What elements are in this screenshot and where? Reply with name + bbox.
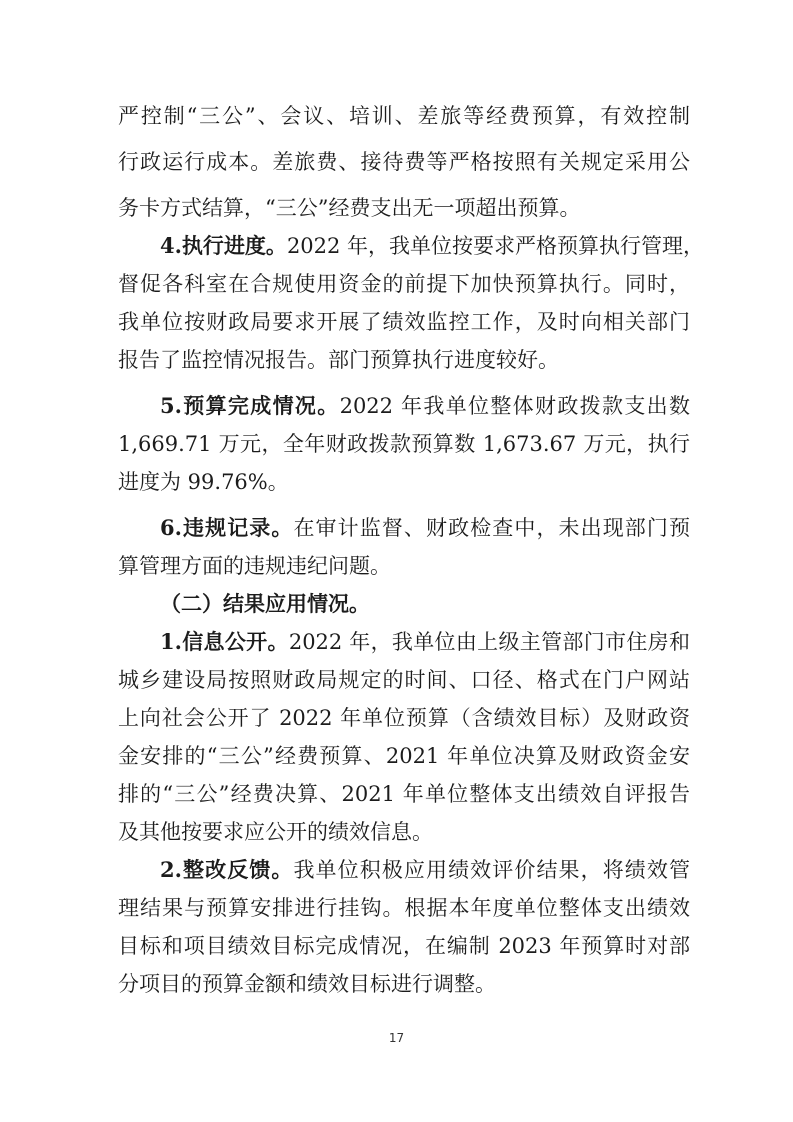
paragraph-5-first-line: [160, 391, 690, 421]
text-line: 算管理方面的违规违纪问题。: [118, 554, 391, 578]
text-line: 金安排的“三公”经费预算、2021 年单位决算及财政资金安: [118, 744, 690, 768]
paragraph-1-first-line: [160, 627, 690, 657]
paragraph-4-first-line: [160, 231, 705, 261]
paragraph-2-heading: 2.整改反馈。: [160, 857, 294, 882]
paragraph-6-heading: 6.违规记录。: [160, 515, 294, 540]
paragraph-5-text: 2022 年我单位整体财政拨款支出数: [339, 394, 690, 418]
text-line: 目标和项目绩效目标完成情况，在编制 2023 年预算时对部: [118, 934, 690, 958]
paragraph-2-first-line: [160, 855, 690, 885]
text-line: 分项目的预算金额和绩效目标进行调整。: [118, 972, 496, 996]
paragraph-6-text: 在审计监督、财政检查中，未出现部门预: [293, 516, 690, 540]
text-line: 务卡方式结算，“三公”经费支出无一项超出预算。: [118, 196, 581, 220]
text-line: 上向社会公开了 2022 年单位预算（含绩效目标）及财政资: [118, 706, 690, 730]
text-line: 进度为 99.76%。: [118, 470, 289, 494]
paragraph-4-text: 2022 年，我单位按要求严格预算执行管理，: [286, 234, 705, 258]
text-line: 理结果与预算安排进行挂钩。根据本年度单位整体支出绩效: [118, 896, 690, 920]
text-line: 排的“三公”经费决算、2021 年单位整体支出绩效自评报告: [118, 782, 690, 806]
section-heading: （二）结果应用情况。: [160, 591, 370, 616]
text-line: 行政运行成本。差旅费、接待费等严格按照有关规定采用公: [118, 150, 690, 174]
paragraph-2-text: 我单位积极应用绩效评价结果，将绩效管: [293, 858, 690, 882]
paragraph-1-heading: 1.信息公开。: [160, 629, 289, 654]
text-line: 报告了监控情况报告。部门预算执行进度较好。: [118, 348, 559, 372]
text-line: 及其他按要求应公开的绩效信息。: [118, 820, 433, 844]
text-line: 督促各科室在合规使用资金的前提下加快预算执行。同时，: [118, 272, 690, 296]
text-line: 我单位按财政局要求开展了绩效监控工作，及时向相关部门: [118, 310, 690, 334]
text-line: 城乡建设局按照财政局规定的时间、口径、格式在门户网站: [118, 668, 690, 692]
paragraph-4-heading: 4.执行进度。: [160, 233, 287, 258]
paragraph-5-heading: 5.预算完成情况。: [160, 393, 340, 418]
text-line: 1,669.71 万元，全年财政拨款预算数 1,673.67 万元，执行: [118, 432, 690, 456]
paragraph-1-text: 2022 年，我单位由上级主管部门市住房和: [288, 630, 690, 654]
page-number: 17: [388, 1031, 405, 1045]
paragraph-6-first-line: [160, 513, 690, 543]
text-line: 严控制“三公”、会议、培训、差旅等经费预算，有效控制: [118, 104, 690, 128]
